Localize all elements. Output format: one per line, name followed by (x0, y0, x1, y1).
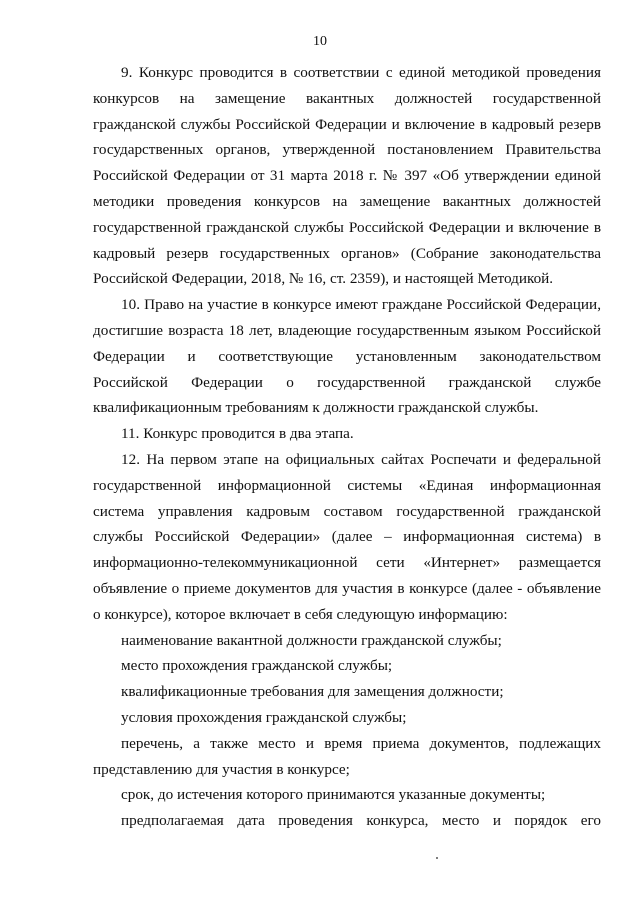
list-item-qualification-requirements: квалификационные требования для замещения должности; (121, 683, 504, 701)
list-item-position-name: наименование вакантной должности гражданской службы; (121, 631, 502, 649)
list-item-competition-date: предполагаемая дата проведения конкурса, место и порядок его (121, 812, 601, 830)
list-item-service-conditions: условия прохождения гражданской службы; (121, 708, 407, 726)
list-item-deadline: срок, до истечения которого принимаются указанные документы; (121, 786, 546, 804)
document-body (93, 60, 601, 834)
scan-speck (436, 857, 438, 859)
list-item-service-location: место прохождения гражданской службы; (121, 657, 393, 675)
page-number: 10 (313, 34, 327, 49)
paragraph-11-stages: 11. Конкурс проводится в два этапа. (121, 425, 354, 443)
paragraph-10-eligibility: 10. Право на участие в конкурсе имеют граждане Российской Федерации, достигшие возраста 18 лет, владеющие государственным языком Российской Федерации и соответствующие установленным законодательством Российской Федерации о государственной гражданской службе квалификационным требованиям к должности гражданской службы. (93, 296, 601, 417)
list-item-document-list: перечень, а также место и время приема документов, подлежащих представлению для участия в конкурсе; (93, 734, 601, 778)
paragraph-12-first-stage: 12. На первом этапе на официальных сайтах Роспечати и федеральной государственной информационной системы «Единая информационная система управления кадровым составом государственной гражданской службы Российской Федерации» (далее – информационная система) в информационно-телекоммуникационной сети «Интернет» размещается объявление о приеме документов для участия в конкурсе (далее - объявление о конкурсе), которое включает в себя следующую информацию: (93, 450, 601, 623)
paragraph-9-competition-methodology: 9. Конкурс проводится в соответствии с единой методикой проведения конкурсов на замещение вакантных должностей государственной гражданской службы Российской Федерации и включение в кадровый резерв государственных органов, утвержденной постановлением Правительства Российской Федерации от 31 марта 2018 г. № 397 «Об утверждении единой методики проведения конкурсов на замещение вакантных должностей государственной гражданской службы Российской Федерации и включение в кадровый резерв государственных органов» (Собрание законодательства Российской Федерации, 2018, № 16, ст. 2359), и настоящей Методикой. (93, 64, 601, 288)
